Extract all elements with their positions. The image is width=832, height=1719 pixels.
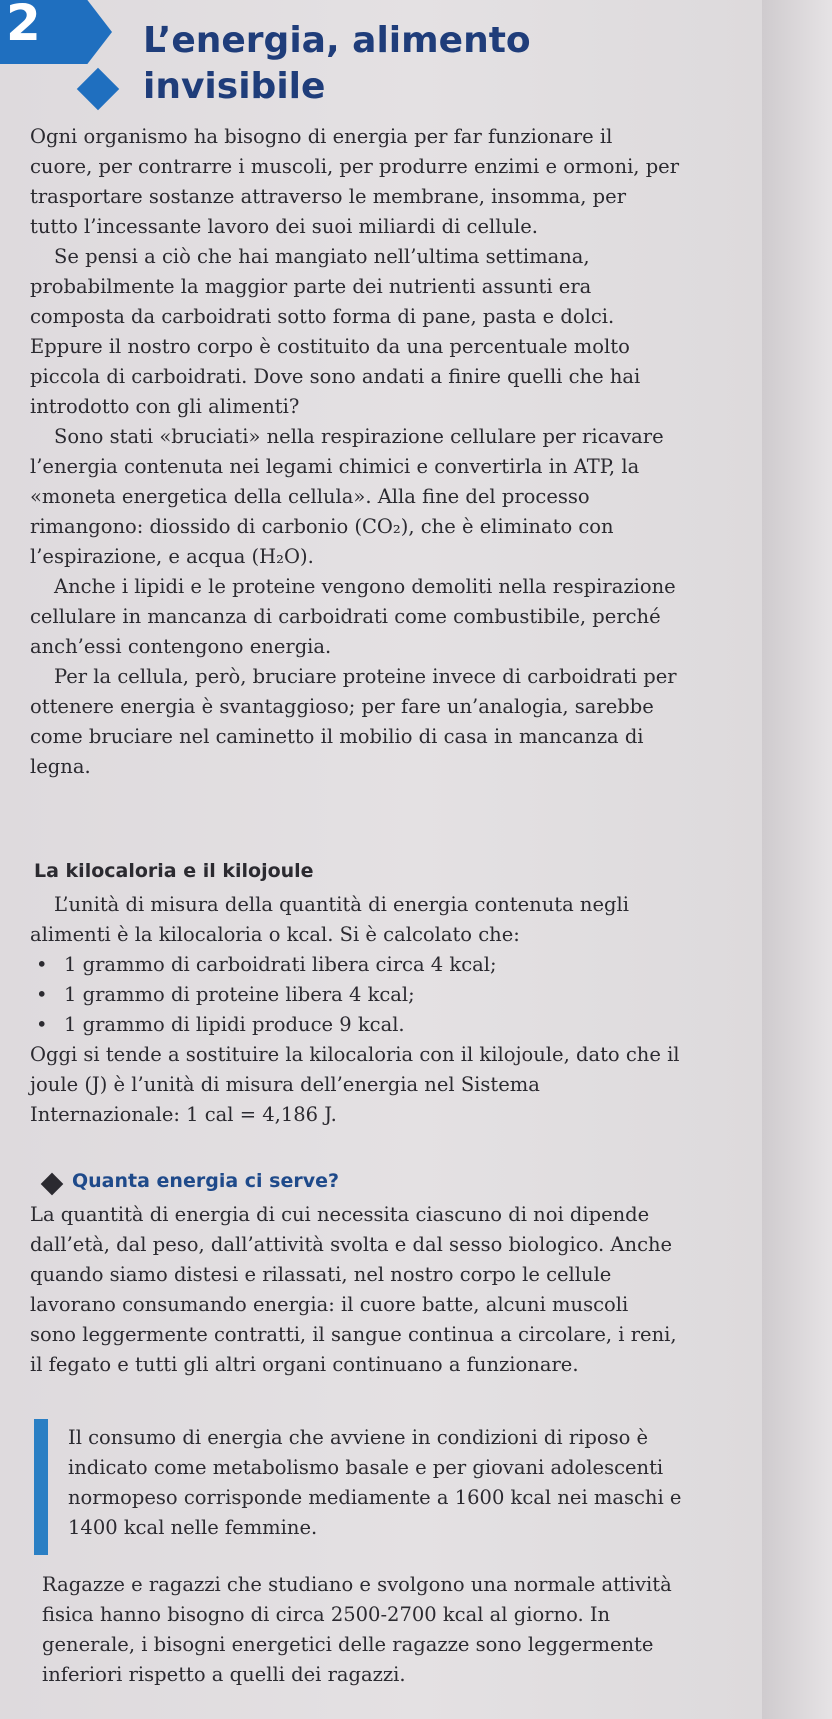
intro-text <box>30 122 680 782</box>
kilojoule-paragraph: Oggi si tende a sostituire la kilocaloria con il kilojoule, dato che il joule (J) è l’unità di misura dell’energia nel Sistema Internazionale: 1 cal = 4,186 J. <box>30 1043 680 1126</box>
bullet-icon: • <box>36 953 48 976</box>
paragraph-4: Anche i lipidi e le proteine vengono demoliti nella respirazione cellulare in mancanza di carboidrati come combustibile, perché anch’essi contengono energia. <box>30 575 676 658</box>
kilocaloria-intro: L’unità di misura della quantità di energia contenuta negli alimenti è la kilocaloria o kcal. Si è calcolato che: <box>30 893 629 946</box>
final-paragraph: Ragazze e ragazzi che studiano e svolgono una normale attività fisica hanno bisogno di circa 2500-2700 kcal al giorno. In generale, i bisogni energetici delle ragazze sono leggermente inferiori rispetto a quelli dei ragazzi. <box>42 1573 672 1686</box>
bullet-icon: • <box>36 1013 48 1036</box>
kilocaloria-text <box>30 890 680 1130</box>
box-accent-bar <box>34 1419 48 1555</box>
title-line-1: L’energia, alimento <box>143 20 531 61</box>
section-heading-kilocaloria: La kilocaloria e il kilojoule <box>34 860 314 882</box>
paragraph-3: Sono stati «bruciati» nella respirazione cellulare per ricavare l’energia contenuta nei legami chimici e convertirla in ATP, la «moneta energetica della cellula». Alla fine del processo rimangono: diossido di carbonio (CO₂), che è eliminato con l’espirazione, e acqua (H₂O). <box>30 425 664 568</box>
paragraph-2: Se pensi a ciò che hai mangiato nell’ultima settimana, probabilmente la maggior parte dei nutrienti assunti era composta da carboidrati sotto forma di pane, pasta e dolci. Eppure il nostro corpo è costituito da una percentuale molto piccola di carboidrati. Dove sono andati a finire quelli che hai introdotto con gli alimenti? <box>30 245 641 418</box>
final-text <box>42 1570 682 1690</box>
metabolismo-basale-text: Il consumo di energia che avviene in condizioni di riposo è indicato come metabolismo basale e per giovani adolescenti normopeso corrisponde mediamente a 1600 kcal nei maschi e 1400 kcal nelle femmine. <box>68 1426 682 1539</box>
page-title <box>143 18 703 110</box>
list-item: • 1 grammo di proteine libera 4 kcal; <box>30 980 680 1010</box>
bullet-icon: • <box>36 983 48 1006</box>
list-item: • 1 grammo di lipidi produce 9 kcal. <box>30 1010 680 1040</box>
section-heading-energia-label: Quanta energia ci serve? <box>72 1170 340 1192</box>
title-line-2: invisibile <box>143 66 326 107</box>
paragraph-1: Ogni organismo ha bisogno di energia per far funzionare il cuore, per contrarre i muscoli, per produrre enzimi e ormoni, per trasportare sostanze attraverso le membrane, insomma, per tutto l’incessante lavoro dei suoi miliardi di cellule. <box>30 125 680 238</box>
energia-paragraph: La quantità di energia di cui necessita ciascuno di noi dipende dall’età, dal peso, dall’attività svolta e dal sesso biologico. Anche quando siamo distesi e rilassati, nel nostro corpo le cellule lavorano consumando energia: il cuore batte, alcuni muscoli sono leggermente contratti, il sangue continua a circolare, i reni, il fegato e tutti gli altri organi continuano a funzionare. <box>30 1203 677 1376</box>
energia-text <box>30 1200 680 1380</box>
section-number: 2 <box>6 0 41 52</box>
list-item: • 1 grammo di carboidrati libera circa 4 kcal; <box>30 950 680 980</box>
kcal-list <box>30 950 680 1040</box>
page-edge <box>762 0 832 1719</box>
paragraph-5: Per la cellula, però, bruciare proteine invece di carboidrati per ottenere energia è svantaggioso; per fare un’analogia, sarebbe come bruciare nel caminetto il mobilio di casa in mancanza di legna. <box>30 665 677 778</box>
metabolismo-basale-box <box>34 1419 694 1555</box>
